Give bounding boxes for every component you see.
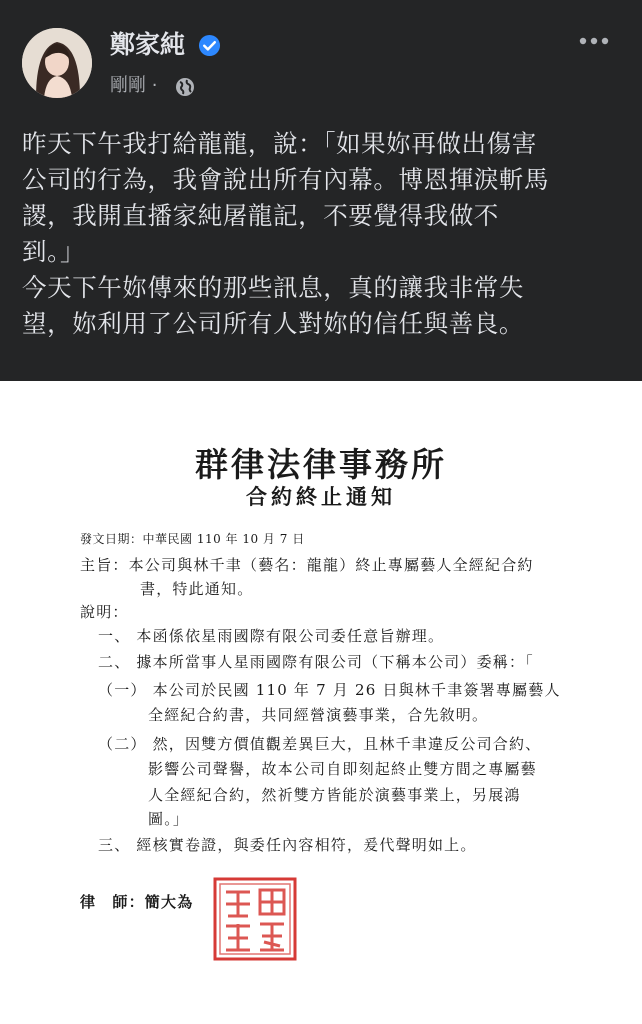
sub-item-2-line-3: 人全經紀合約，然祈雙方皆能於演藝事業上，另展鴻 xyxy=(148,786,521,804)
law-firm-seal xyxy=(212,876,298,962)
issue-date: 發文日期：中華民國 110 年 10 月 7 日 xyxy=(80,532,305,546)
globe-icon[interactable] xyxy=(175,77,195,97)
sub-item-1-line-2: 全經紀合約書，共同經營演藝事業，合先敘明。 xyxy=(148,706,489,724)
post-body-text: 昨天下午我打給龍龍，說：「如果妳再做出傷害 公司的行為，我會說出所有內幕。博恩揮淚斬馬 謖，我開直播家純屠龍記，不要覺得我做不 到。」 今天下午妳傳來的那些訊息，真的讓我非常失 望，妳利用了公司所有人對妳的信任與善良。 xyxy=(22,129,550,338)
subject-line-1: 主旨：本公司與林千聿（藝名：龍龍）終止專屬藝人全經紀合約 xyxy=(80,556,534,574)
meta-separator: · xyxy=(151,75,158,96)
letter-title: 合約終止通知 xyxy=(246,484,396,509)
author-name[interactable]: 鄭家純 xyxy=(110,30,186,59)
item-2: 二、 據本所當事人星雨國際有限公司（下稱本公司）委稱：「 xyxy=(98,653,534,671)
sub-item-2-line-2: 影響公司聲譽，故本公司自即刻起終止雙方間之專屬藝 xyxy=(148,760,537,778)
lawyer-signature: 律 師：簡大為 xyxy=(80,893,194,911)
post-meta xyxy=(110,74,157,98)
more-options-icon[interactable] xyxy=(577,30,611,52)
sub-item-2-line-4: 圖。」 xyxy=(148,810,190,828)
post-time[interactable]: 剛剛 xyxy=(110,75,146,96)
explain-label: 說明： xyxy=(80,603,129,621)
facebook-post xyxy=(0,0,642,381)
sub-item-2-line-1: （二） 然，因雙方價值觀差異巨大，且林千聿違反公司合約、 xyxy=(98,735,542,753)
letter-image[interactable] xyxy=(0,381,642,1024)
sub-item-1-line-1: （一） 本公司於民國 110 年 7 月 26 日與林千聿簽署專屬藝人 xyxy=(98,681,561,699)
law-firm-name: 群律法律事務所 xyxy=(195,445,447,484)
item-1: 一、 本函係依星雨國際有限公司委任意旨辦理。 xyxy=(98,627,445,645)
item-3: 三、 經核實卷證，與委任內容相符，爰代聲明如上。 xyxy=(98,836,477,854)
verified-badge-icon xyxy=(198,34,221,57)
subject-line-2: 書，特此通知。 xyxy=(140,580,254,598)
avatar[interactable] xyxy=(22,28,92,98)
